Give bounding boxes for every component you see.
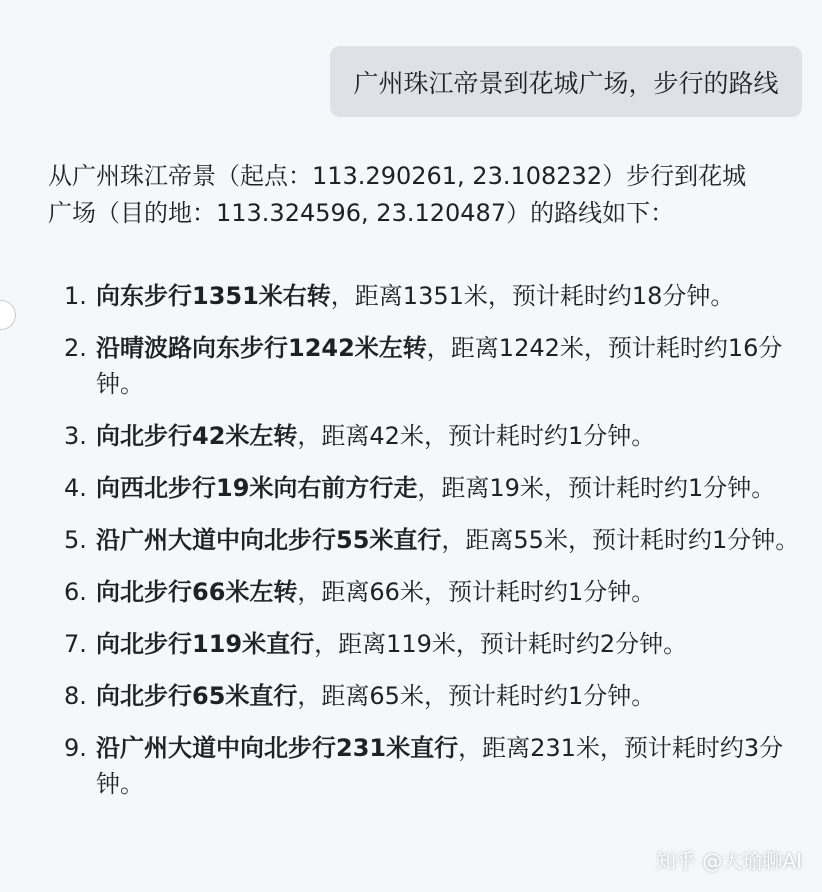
step-detail: ，距离119米，预计耗时约2分钟。 xyxy=(314,630,688,658)
route-step xyxy=(48,418,800,454)
step-number: 1. xyxy=(64,282,87,310)
step-number: 5. xyxy=(64,526,87,554)
user-message-text: 广州珠江帝景到花城广场，步行的路线 xyxy=(353,68,779,98)
step-number: 3. xyxy=(64,422,87,450)
step-instruction: 向北步行66米左转 xyxy=(96,578,298,606)
step-number: 8. xyxy=(64,682,87,710)
user-message-bubble xyxy=(330,46,802,117)
step-number: 6. xyxy=(64,578,87,606)
answer-intro-line-2: 广场（目的地：113.324596, 23.120487）的路线如下： xyxy=(48,199,675,227)
route-step xyxy=(48,278,800,314)
step-detail: ，距离65米，预计耗时约1分钟。 xyxy=(297,682,656,710)
step-number: 7. xyxy=(64,630,87,658)
step-number: 4. xyxy=(64,474,87,502)
step-instruction: 向北步行42米左转 xyxy=(96,422,298,450)
answer-intro xyxy=(48,158,800,232)
step-instruction: 向东步行1351米右转 xyxy=(96,282,331,310)
step-number: 2. xyxy=(64,334,87,362)
route-step xyxy=(48,330,800,402)
assistant-answer xyxy=(48,158,800,818)
route-step xyxy=(48,470,800,506)
route-step xyxy=(48,522,800,558)
route-step xyxy=(48,730,800,802)
step-instruction: 沿广州大道中向北步行231米直行 xyxy=(96,734,459,762)
zhihu-watermark: 知乎 @大瑜聊AI xyxy=(656,849,802,873)
step-number: 9. xyxy=(64,734,87,762)
side-panel-handle[interactable] xyxy=(0,300,16,330)
step-instruction: 向北步行65米直行 xyxy=(96,682,298,710)
step-detail: ，距离1242米，预计耗时约16分钟。 xyxy=(96,334,783,398)
step-detail: ，距离1351米，预计耗时约18分钟。 xyxy=(330,282,735,310)
step-instruction: 沿晴波路向东步行1242米左转 xyxy=(96,334,427,362)
route-step xyxy=(48,574,800,610)
step-detail: ，距离66米，预计耗时约1分钟。 xyxy=(297,578,656,606)
step-instruction: 沿广州大道中向北步行55米直行 xyxy=(96,526,442,554)
step-detail: ，距离42米，预计耗时约1分钟。 xyxy=(297,422,656,450)
answer-intro-line-1: 从广州珠江帝景（起点：113.290261, 23.108232）步行到花城 xyxy=(48,162,747,190)
step-instruction: 向西北步行19米向右前方行走 xyxy=(96,474,418,502)
step-detail: ，距离55米，预计耗时约1分钟。 xyxy=(441,526,800,554)
step-instruction: 向北步行119米直行 xyxy=(96,630,315,658)
route-step xyxy=(48,678,800,714)
route-step xyxy=(48,626,800,662)
step-detail: ，距离19米，预计耗时约1分钟。 xyxy=(417,474,776,502)
step-detail: ，距离231米，预计耗时约3分钟。 xyxy=(96,734,784,798)
route-steps-list xyxy=(48,278,800,802)
